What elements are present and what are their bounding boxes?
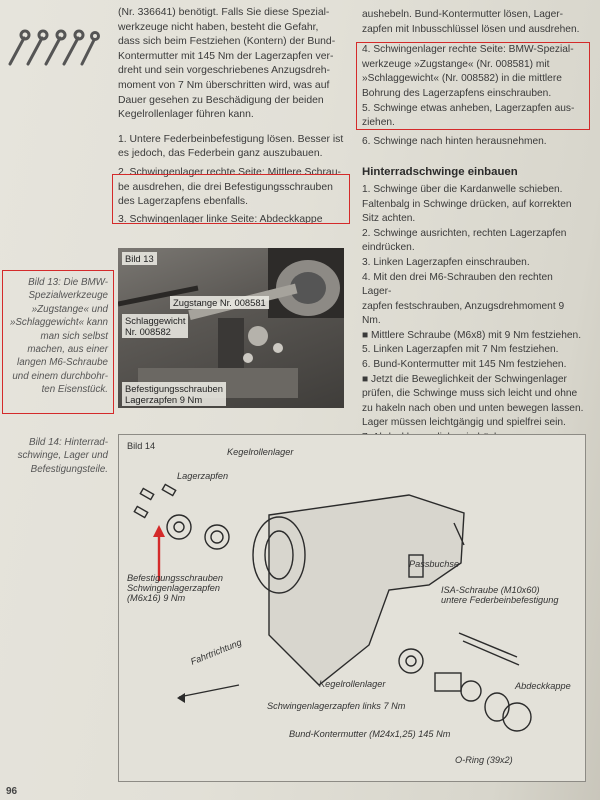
label-schlaggewicht-line: Nr. 008582 [125,326,171,337]
highlight-box-sidenote-13 [2,270,114,414]
sidenote-line: »Schlaggewicht« kann [9,317,108,329]
step-2-line: 2. Schwingenlager rechte Seite: Mittlere Schrau- [118,166,341,178]
body-line: Sitz achten. [362,213,416,225]
top-line: zapfen mit Inbusschlüssel lösen und ausdrehen. [362,23,580,35]
highlight-box-step-2 [112,174,350,224]
figure-13-title: Bild 13 [122,252,157,265]
top-line: aushebeln. Bund-Kontermutter lösen, Lager- [362,9,564,20]
label-zugstange: Zugstange Nr. 008581 [170,296,269,309]
step-2-line: be ausdrehen, die drei Befestigungsschrauben [118,181,333,193]
intro-line: Dauer gesehen zu Beschädigung der beiden [118,94,324,106]
body-line: zu hakeln nach oben und unten bewegen lassen. [362,402,584,414]
label-befestigungsschrauben-14 [127,573,223,603]
sidenote-line: langen M6-Schraube [17,357,108,369]
body-line: ■ Jetzt die Beweglichkeit der Schwingenlager [362,373,567,385]
step-4-line: »Schlaggewicht« (Nr. 008582) in die mittlere [362,73,562,85]
step-2-line: des Lagerzapfens ebenfalls. [118,196,248,208]
body-line: eindrücken. [362,242,415,254]
figure-14-title: Bild 14 [127,441,156,451]
step-4-line: 4. Schwingenlager rechte Seite: BMW-Spezial- [362,44,574,56]
label-isa-line: ISA-Schraube (M10x60) [441,585,540,595]
sidenote-line: »Zugstange« und [31,303,108,315]
sidenote-line: Bild 14: Hinterrad- [29,437,108,448]
label-befestigungsschrauben [122,382,226,406]
figure-13-photo [118,248,344,408]
intro-line: dass sich beim Festziehen (Kontern) der Bund- [118,36,336,48]
intro-line: Kegelrollenlager führen kann. [118,109,254,121]
step-4-line: werkzeuge »Zugstange« (Nr. 008581) mit [362,58,550,70]
body-line: 5. Linken Lagerzapfen mit 7 Nm festziehen. [362,344,559,356]
body-line: 1. Schwinge über die Kardanwelle schieben. [362,183,563,195]
intro-line: werkzeuge nicht haben, besteht die Gefahr, [118,21,319,33]
body-line: ■ Mittlere Schraube (M6x8) mit 9 Nm festziehen. [362,329,582,341]
step-1-line: 1. Untere Federbeinbefestigung lösen. Besser ist [118,133,344,145]
sidenote-line: Befestigungsteile. [30,463,108,475]
sidenote-line: schwinge, Lager und [17,450,108,462]
sidenote-figure-14 [4,436,108,476]
step-1-line: es jedoch, das Federbein ganz auszubauen. [118,148,323,160]
label-befestigung-line: Schwingenlagerzapfen [127,583,220,593]
label-o-ring: O-Ring (39x2) [455,755,513,765]
body-line: 3. Linken Lagerzapfen einschrauben. [362,256,530,268]
highlight-box-steps-4-5 [356,42,590,130]
body-line: 6. Bund-Kontermutter mit 145 Nm festziehen. [362,359,567,371]
sidenote-line: ten Eisenstück. [41,384,108,396]
body-line: 4. Mit den drei M6-Schrauben den rechten Lager- [362,271,553,298]
intro-line: dreht und sein vorgeschriebenes Anzugsdreh- [118,65,330,77]
label-befestigung-line: Lagerzapfen 9 Nm [125,394,203,405]
label-lagerzapfen: Lagerzapfen [177,471,229,481]
label-kegelrollenlager-top: Kegelrollenlager [227,447,294,457]
step-5-line: 5. Schwinge etwas anheben, Lagerzapfen aus- [362,102,575,114]
sidenote-line: machen, aus einer [27,344,108,356]
sidenote-line: und einem durchbohr- [12,370,108,382]
label-abdeckkappe: Abdeckkappe [515,681,571,691]
label-fahrtrichtung: Fahrtrichtung [189,637,244,667]
sidenote-line: man sich selbst [40,330,108,342]
label-schlaggewicht [122,314,188,338]
step-3-line: 3. Schwingenlager linke Seite: Abdeckkappe [118,213,323,225]
label-isa-line: untere Federbeinbefestigung [441,595,559,605]
intro-line: Kontermutter mit 145 Nm der Lagerzapfen ver- [118,50,334,62]
label-befestigung-line: Befestigungsschrauben [125,383,223,394]
page-number: 96 [6,786,18,797]
wrench-set-icon [4,26,100,68]
body-line: zapfen festschrauben, Anzugsdrehmoment 9 Nm. [362,300,565,327]
sidenote-line: Spezialwerkzeuge [28,290,108,302]
body-line: Faltenbalg in Schwinge drücken, auf korrekten [362,198,572,210]
label-befestigung-line: (M6x16) 9 Nm [127,593,186,603]
intro-line: moment von 7 Nm überschritten wird, was auf [118,79,330,91]
figure-14-diagram [118,434,586,782]
intro-line: (Nr. 336641) benötigt. Falls Sie diese Spezial- [118,7,330,18]
body-line: prüfen, die Schwinge muss sich leicht und ohne [362,388,578,400]
label-bund-kontermutter: Bund-Kontermutter (M24x1,25) 145 Nm [289,729,451,739]
step-5-line: ziehen. [362,117,395,129]
label-isa-schraube [441,585,558,605]
sidenote-line: Bild 13: Die BMW- [28,277,108,288]
step-6-line: 6. Schwinge nach hinten herausnehmen. [362,135,547,147]
step-4-line: Bohrung des Lagerzapfens einschrauben. [362,87,552,99]
label-befestigung-line: Befestigungsschrauben [127,573,224,583]
body-line: Lager müssen leichtgängig und spielfrei sein. [362,417,566,429]
label-passbuchse: Passbuchse [409,559,460,569]
label-schwingenlagerzapfen-links: Schwingenlagerzapfen links 7 Nm [267,701,406,711]
label-kegelrollenlager-bottom: Kegelrollenlager [319,679,386,689]
section-heading: Hinterradschwinge einbauen [362,166,518,179]
label-schlaggewicht-line: Schlaggewicht [125,315,186,326]
body-line: 2. Schwinge ausrichten, rechten Lagerzapfen [362,227,567,239]
